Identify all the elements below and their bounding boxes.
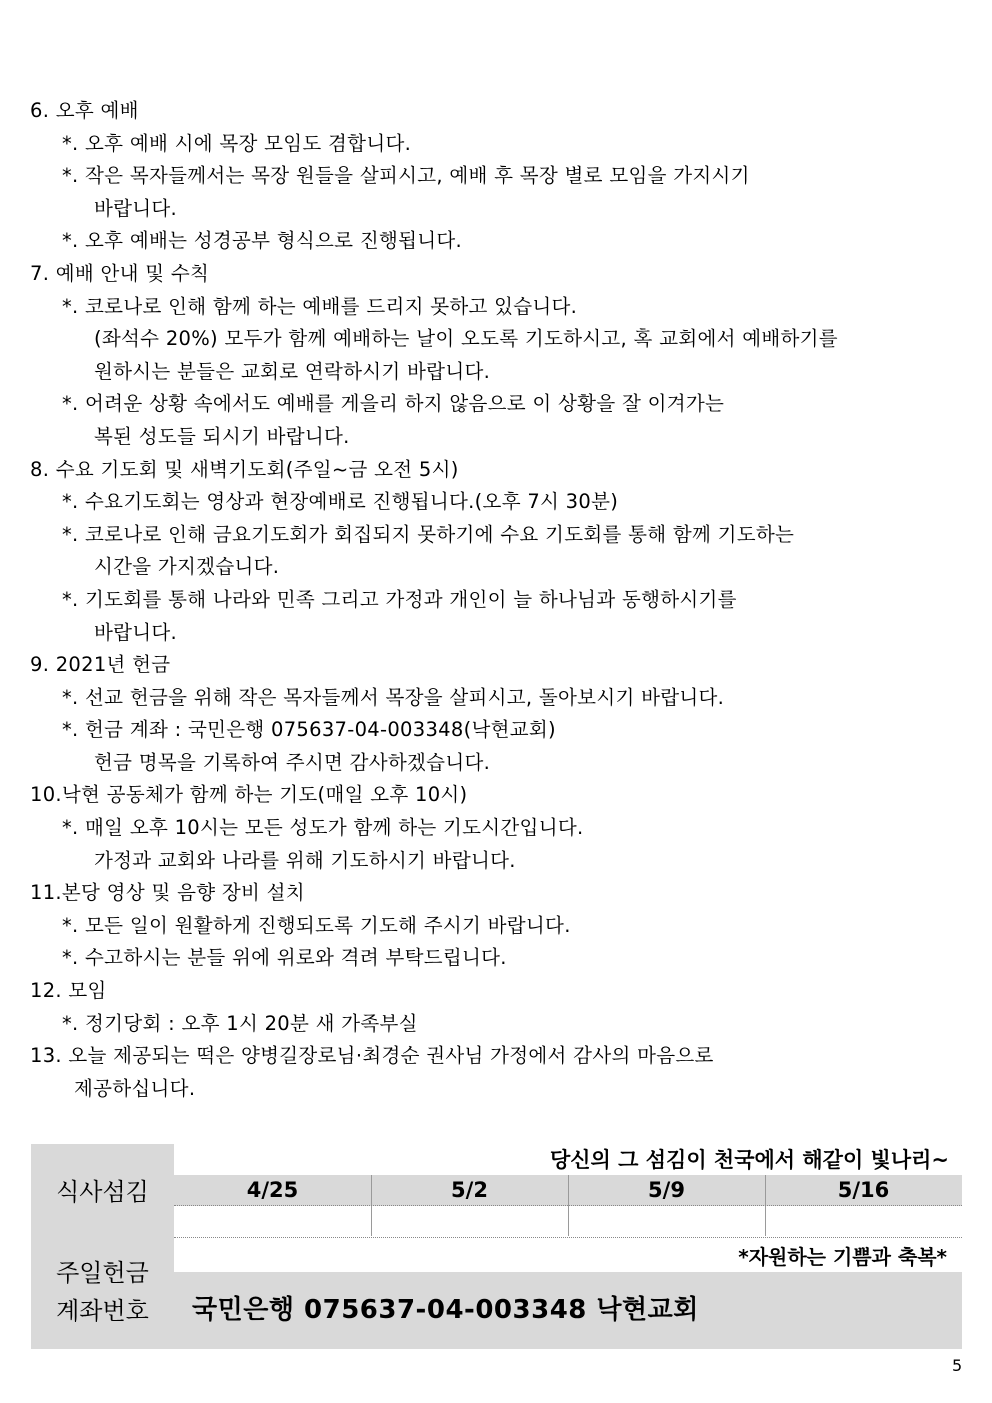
section-heading: 12. 모임 — [30, 979, 107, 1003]
list-item: *. 오후 예배는 성경공부 형식으로 진행됩니다. — [62, 229, 463, 253]
list-item: (좌석수 20%) 모두가 함께 예배하는 날이 오도록 기도하시고, 혹 교회에서 예배하기를 — [94, 327, 838, 351]
section-heading: 6. 오후 예배 — [30, 99, 139, 122]
dotted-divider — [174, 1237, 962, 1238]
section-heading: 8. 수요 기도회 및 새벽기도회(주일~금 오전 5시) — [30, 457, 459, 481]
list-item: 바랍니다. — [94, 620, 178, 644]
list-item: 바랍니다. — [94, 196, 178, 220]
list-item: *. 코로나로 인해 함께 하는 예배를 드리지 못하고 있습니다. — [62, 294, 578, 318]
list-item: 시간을 가지겠습니다. — [94, 555, 280, 579]
account-number-label: 계좌번호 — [56, 1297, 149, 1325]
joy-blessing-text: *자원하는 기쁨과 축복* — [738, 1245, 947, 1269]
date-cell: 5/16 — [837, 1178, 890, 1202]
section-heading: 10.낙현 공동체가 함께 하는 기도(매일 오후 10시) — [30, 783, 468, 807]
list-item: *. 모든 일이 원활하게 진행되도록 기도해 주시기 바랍니다. — [62, 913, 571, 937]
page-number: 5 — [952, 1356, 963, 1375]
list-item: *. 수고하시는 분들 위에 위로와 격려 부탁드립니다. — [62, 946, 507, 970]
list-item: *. 선교 헌금을 위해 작은 목자들께서 목장을 살피시고, 돌아보시기 바랍니다. — [62, 685, 725, 709]
list-item: 제공하십니다. — [74, 1076, 196, 1100]
list-item: *. 오후 예배 시에 목장 모임도 겸합니다. — [62, 131, 412, 155]
list-item: *. 매일 오후 10시는 모든 성도가 함께 하는 기도시간입니다. — [62, 816, 584, 840]
dotted-divider — [174, 1205, 962, 1206]
section-heading: 11.본당 영상 및 음향 장비 설치 — [30, 881, 305, 905]
list-item: *. 어려운 상황 속에서도 예배를 게을리 하지 않음으로 이 상황을 잘 이겨가는 — [62, 392, 725, 416]
list-item: 헌금 명목을 기록하여 주시면 감사하겠습니다. — [94, 750, 491, 774]
list-item: *. 작은 목자들께서는 목장 원들을 살피시고, 예배 후 목장 별로 모임을 가지시기 — [62, 164, 750, 188]
list-item: 가정과 교회와 나라를 위해 기도하시기 바랍니다. — [94, 848, 516, 872]
sunday-offering-label: 주일헌금 — [56, 1259, 149, 1287]
bank-account-text: 국민은행 075637-04-003348 낙현교회 — [192, 1295, 699, 1325]
list-item: *. 수요기도회는 영상과 현장예배로 진행됩니다.(오후 7시 30분) — [62, 490, 619, 514]
section-heading: 13. 오늘 제공되는 떡은 양병길장로님·최경순 권사님 가정에서 감사의 마음으로 — [30, 1044, 714, 1068]
announcement-list — [30, 95, 970, 1105]
list-item: *. 코로나로 인해 금요기도회가 회집되지 못하기에 수요 기도회를 통해 함께 기도하는 — [62, 522, 795, 546]
list-item: *. 정기당회 : 오후 1시 20분 새 가족부실 — [62, 1011, 418, 1035]
list-item: 복된 성도들 되시기 바랍니다. — [94, 424, 350, 448]
date-cell: 5/2 — [451, 1178, 488, 1202]
slogan-text: 당신의 그 섬김이 천국에서 해같이 빛나리~ — [549, 1148, 949, 1172]
list-item: *. 헌금 계좌 : 국민은행 075637-04-003348(낙현교회) — [62, 718, 556, 742]
meal-service-label: 식사섬김 — [56, 1178, 149, 1206]
section-heading: 7. 예배 안내 및 수칙 — [30, 261, 210, 285]
list-item: *. 기도회를 통해 나라와 민족 그리고 가정과 개인이 늘 하나님과 동행하시기를 — [62, 587, 737, 611]
left-label-column — [31, 1144, 174, 1349]
date-cell: 4/25 — [246, 1178, 299, 1202]
date-cell: 5/9 — [648, 1178, 685, 1202]
list-item: 원하시는 분들은 교회로 연락하시기 바랍니다. — [94, 359, 491, 383]
section-heading: 9. 2021년 헌금 — [30, 653, 171, 677]
